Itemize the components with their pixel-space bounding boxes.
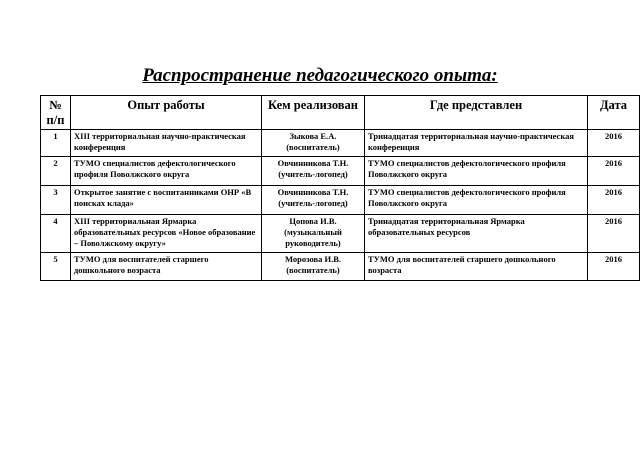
header-number-symbol: № — [49, 98, 62, 112]
row-where: ТУМО специалистов дефектологического профиля Поволжского округа — [365, 186, 588, 215]
header-where: Где представлен — [365, 96, 588, 130]
row-number: 1 — [41, 130, 71, 157]
header-number-abbr: п/п — [46, 113, 65, 127]
row-where: Тринадцатая территориальная Ярмарка образовательных ресурсов — [365, 215, 588, 253]
row-number: 5 — [41, 253, 71, 281]
table-row — [41, 157, 640, 186]
row-date: 2016 — [588, 186, 640, 215]
row-work: XIII территориальная Ярмарка образовательных ресурсов «Новое образование – Поволжскому округу» — [71, 215, 262, 253]
table-header-row — [41, 96, 640, 130]
table-row — [41, 186, 640, 215]
header-date: Дата — [588, 96, 640, 130]
row-number: 3 — [41, 186, 71, 215]
row-who: Цопова И.В. (музыкальный руководитель) — [262, 215, 365, 253]
table-row — [41, 215, 640, 253]
row-who: Зыкова Е.А. (воспитатель) — [262, 130, 365, 157]
row-who: Морозова И.В. (воспитатель) — [262, 253, 365, 281]
row-date: 2016 — [588, 157, 640, 186]
row-date: 2016 — [588, 130, 640, 157]
experience-table — [40, 95, 640, 281]
row-work: ТУМО специалистов дефектологического профиля Поволжского округа — [71, 157, 262, 186]
header-number — [41, 96, 71, 130]
row-work: Открытое занятие с воспитанниками ОНР «В поисках клада» — [71, 186, 262, 215]
page-title: Распространение педагогического опыта: — [142, 65, 498, 86]
row-work: XIII территориальная научно-практическая конференция — [71, 130, 262, 157]
row-number: 4 — [41, 215, 71, 253]
row-date: 2016 — [588, 215, 640, 253]
header-work: Опыт работы — [71, 96, 262, 130]
row-work: ТУМО для воспитателей старшего дошкольного возраста — [71, 253, 262, 281]
row-who: Овчинникова Т.Н. (учитель-логопед) — [262, 186, 365, 215]
row-who: Овчинникова Т.Н. (учитель-логопед) — [262, 157, 365, 186]
header-who: Кем реализован — [262, 96, 365, 130]
row-where: ТУМО специалистов дефектологического профиля Поволжского округа — [365, 157, 588, 186]
row-where: Тринадцатая территориальная научно-практическая конференция — [365, 130, 588, 157]
row-number: 2 — [41, 157, 71, 186]
row-where: ТУМО для воспитателей старшего дошкольного возраста — [365, 253, 588, 281]
table-row — [41, 130, 640, 157]
table-row — [41, 253, 640, 281]
row-date: 2016 — [588, 253, 640, 281]
